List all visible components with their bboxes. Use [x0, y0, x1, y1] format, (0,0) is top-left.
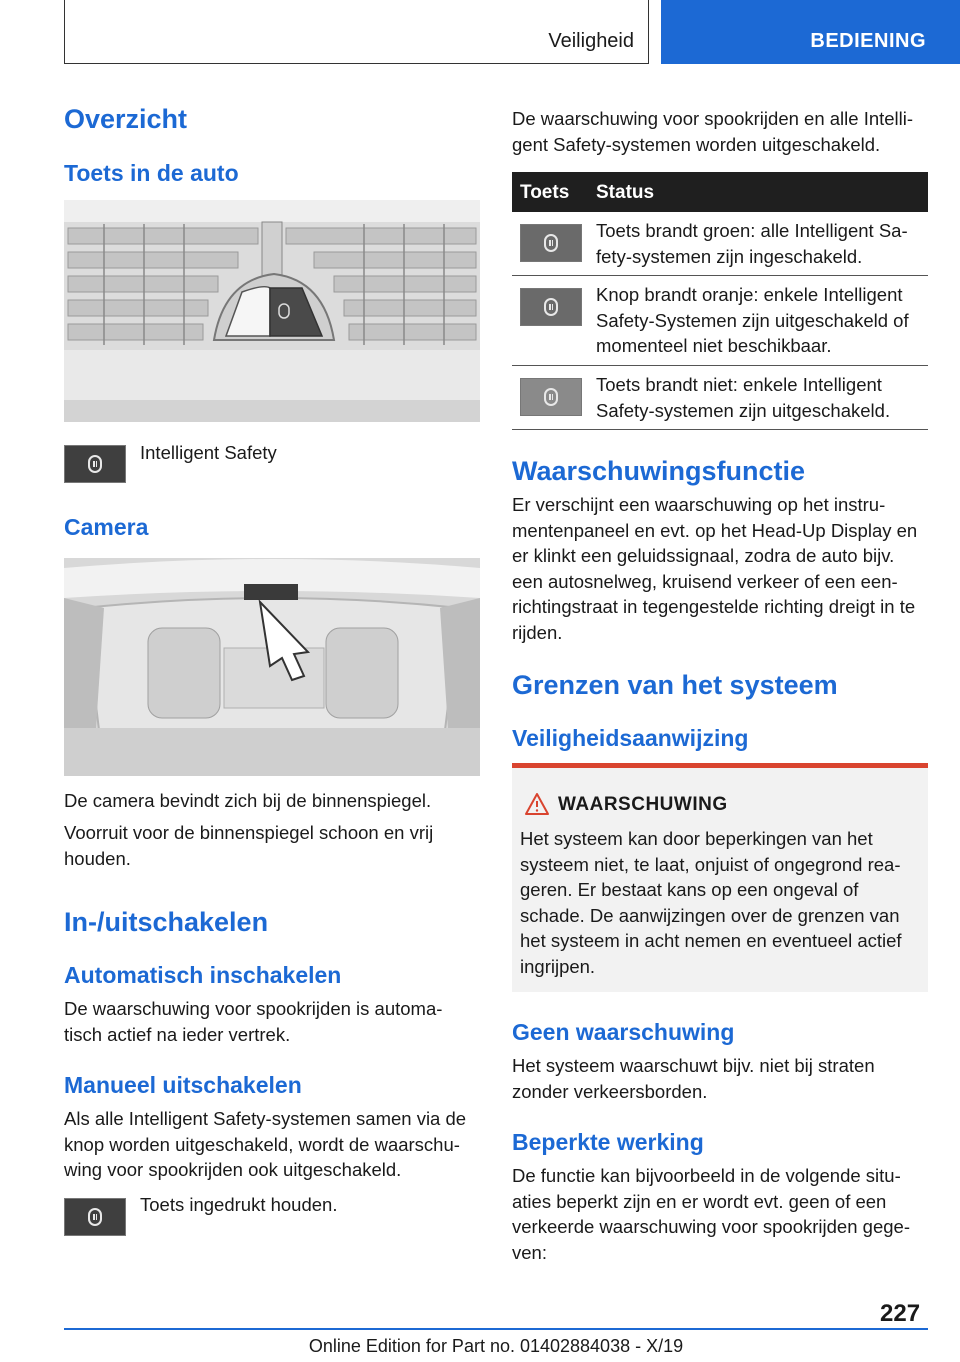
- table-header-status: Status: [596, 182, 655, 203]
- icon-label-hold: Toets ingedrukt houden.: [140, 1194, 338, 1215]
- table-header-toets: Toets: [520, 182, 570, 203]
- header-section-box: [64, 0, 649, 64]
- auto-paragraph: De waarschuwing voor spookrijden is automatisch actief na ieder vertrek.: [64, 998, 443, 1045]
- manueel-paragraph: Als alle Intelligent Safety-systemen samen via de knop worden uitgeschakeld, wordt de waarschuwing voor spookrijden ook uitgeschakeld.: [64, 1108, 467, 1180]
- page-number: 227: [880, 1300, 921, 1327]
- table-row: [512, 212, 928, 276]
- status-table: [512, 172, 928, 430]
- heading-automatisch-inschakelen: Automatisch inschakelen: [64, 962, 342, 988]
- heading-veiligheidsaanwijzing: Veiligheidsaanwijzing: [512, 725, 749, 751]
- header-section-label: Veiligheid: [548, 30, 634, 52]
- heading-camera: Camera: [64, 514, 149, 540]
- beperkt-paragraph: De functie kan bijvoorbeeld in de volgende situaties beperkt zijn en er wordt evt. geen of een verkeerde waarschuwing voor spookrijden gegeven:: [512, 1165, 910, 1263]
- table-cell-status: Toets brandt niet: enkele Intelligent Safety-systemen zijn uitgeschakeld.: [596, 374, 891, 421]
- heading-geen-waarschuwing: Geen waarschuwing: [512, 1019, 735, 1045]
- intelligent-safety-icon: [64, 1198, 126, 1236]
- geen-paragraph: Het systeem waarschuwt bijv. niet bij straten zonder verkeersborden.: [512, 1055, 875, 1102]
- intelligent-safety-icon: [520, 224, 582, 262]
- heading-overzicht: Overzicht: [64, 104, 188, 134]
- heading-grenzen: Grenzen van het systeem: [512, 670, 838, 700]
- footer-edition: Online Edition for Part no. 01402884038 - X/19: [308, 1336, 684, 1356]
- warning-text: Het systeem kan door beperkingen van het systeem niet, te laat, onjuist of ongegrond reageren. Er bestaat kans op een ongeval of schade. De aanwijzingen over de grenzen van het systeem in acht nemen en eventueel actief ingrijpen.: [520, 828, 902, 977]
- table-row: [512, 276, 928, 366]
- warning-triangle-icon: [524, 792, 550, 816]
- table-row: [512, 366, 928, 430]
- photo-camera-windshield: [64, 558, 480, 776]
- camera-paragraph-2: Voorruit voor de binnenspiegel schoon en vrij houden.: [64, 822, 434, 869]
- intelligent-safety-icon: [520, 378, 582, 416]
- camera-paragraph-1: De camera bevindt zich bij de binnenspiegel.: [64, 790, 432, 811]
- table-header: [512, 172, 928, 212]
- footer-divider: [64, 1328, 928, 1330]
- heading-beperkte-werking: Beperkte werking: [512, 1129, 704, 1155]
- heading-manueel-uitschakelen: Manueel uitschakelen: [64, 1072, 302, 1098]
- warnfunc-paragraph: Er verschijnt een waarschuwing op het instrumentenpaneel en evt. op het Head-Up Display en er klinkt een geluidssignaal, zodra de auto bijv. een autosnelweg, kruisend verkeer of een eenrichtingstraat in tegengestelde richting dreigt in te rijden.: [512, 494, 918, 643]
- warning-box: [512, 763, 928, 992]
- dashboard-illustration: [64, 200, 480, 422]
- intro-paragraph: De waarschuwing voor spookrijden en alle Intelligent Safety-systemen worden uitgeschakeld.: [512, 108, 914, 155]
- table-cell-status: Knop brandt oranje: enkele Intelligent Safety-Systemen zijn uitgeschakeld of momenteel niet beschikbaar.: [596, 284, 909, 356]
- header-chapter-label: BEDIENING: [810, 30, 926, 52]
- heading-in-uitschakelen: In-/uitschakelen: [64, 907, 269, 937]
- header-chapter-tab: [661, 0, 960, 64]
- heading-toets: Toets in de auto: [64, 160, 239, 186]
- icon-label-intelligent-safety: Intelligent Safety: [140, 442, 277, 463]
- heading-waarschuwingsfunctie: Waarschuwingsfunctie: [512, 456, 806, 486]
- table-cell-status: Toets brandt groen: alle Intelligent Safety-systemen zijn ingeschakeld.: [596, 220, 908, 267]
- intelligent-safety-icon: [520, 288, 582, 326]
- intelligent-safety-icon: [64, 445, 126, 483]
- photo-dashboard-button: [64, 200, 480, 422]
- warning-title: WAARSCHUWING: [558, 794, 728, 815]
- windshield-illustration: [64, 558, 480, 776]
